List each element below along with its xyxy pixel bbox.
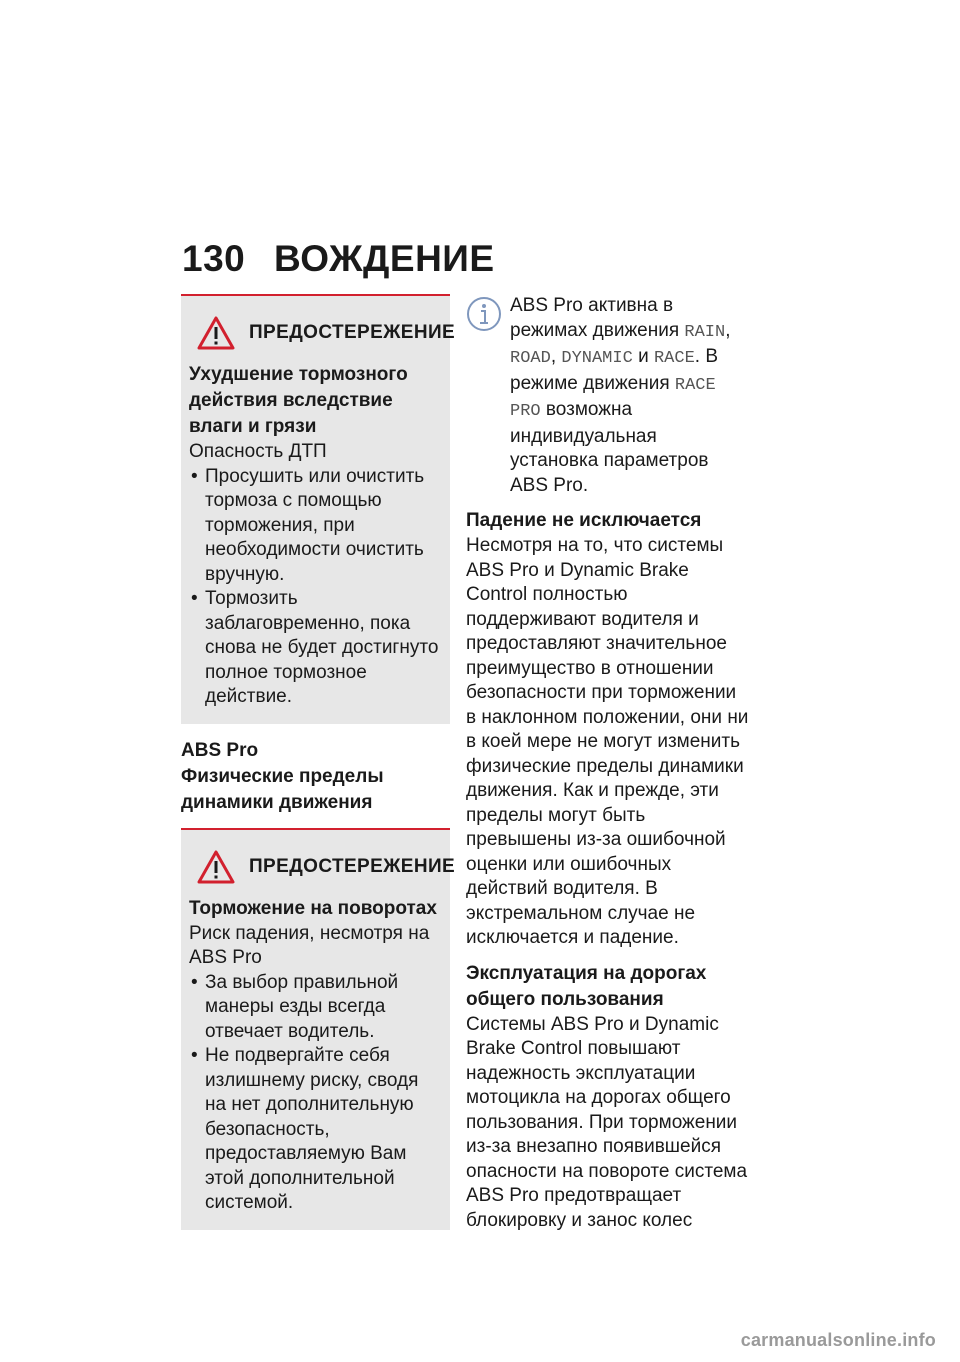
- warning-subtitle: Ухудшение тормозного действия вследствие влаги и грязи: [189, 364, 408, 437]
- page-number: 130: [182, 238, 246, 279]
- section-title: ABS Pro: [181, 739, 259, 761]
- warning-label: ПРЕДОСТЕРЕЖЕНИЕ: [249, 855, 456, 877]
- warning-bullets: [189, 971, 440, 1216]
- info-text-part: ,: [550, 346, 562, 367]
- usage-heading: Эксплуатация на дорогах общего пользования: [466, 962, 707, 1010]
- left-column: [181, 294, 456, 1230]
- warning-box-cornering: [181, 830, 456, 1230]
- mode-name: RACE PRO: [510, 375, 716, 421]
- warning-bullets: [189, 465, 440, 710]
- warning-subtitle: Торможение на поворотах: [189, 897, 437, 919]
- info-text-part: возможна индивидуальная установка параметров ABS Pro.: [510, 399, 709, 496]
- info-text: [510, 294, 750, 498]
- chapter-title: ВОЖДЕНИЕ: [274, 238, 495, 279]
- fall-heading: Падение не исключается: [466, 510, 702, 531]
- warning-triangle-icon: [197, 850, 235, 884]
- fall-text: Несмотря на то, что системы ABS Pro и Dynamic Brake Control полностью поддерживают водителя и предоставляют значительное преимущество в отношении безопасности при торможении в наклонном положении, они ни в коей мере не могут изменить физические пределы динамики движения. Как и прежде, эти пределы могут быть превышены из-за ошибочной оценки или ошибочных действий водителя. В экстремальном случае не исключается и падение.: [466, 535, 749, 948]
- list-item: • За выбор правильной манеры езды всегда отвечает водитель.: [189, 971, 440, 1045]
- warning-label: ПРЕДОСТЕРЕЖЕНИЕ: [249, 322, 456, 343]
- info-text-part: . В режиме движения: [510, 346, 719, 394]
- info-icon: [466, 296, 502, 332]
- info-text-part: ,: [725, 319, 731, 341]
- right-column: [466, 294, 750, 1233]
- warning-header: [189, 296, 456, 350]
- section-subtitle: Физические пределы динамики движения: [181, 765, 384, 813]
- warning-header: [189, 830, 456, 884]
- info-text-part: и: [632, 346, 654, 367]
- list-item: • Не подвергайте себя излишнему риску, сводя на нет дополнительную безопасность, предоставляемую Вам этой дополнительной системой.: [189, 1044, 440, 1216]
- mode-name: RACE: [653, 349, 695, 368]
- danger-text: Риск падения, несмотря на ABS Pro: [189, 922, 430, 968]
- watermark: carmanualsonline.info: [740, 1330, 936, 1350]
- warning-box-wet-brakes: [181, 294, 456, 724]
- mode-name: RAIN: [684, 322, 726, 342]
- mode-name: DYNAMIC: [561, 349, 633, 368]
- list-item: • Просушить или очистить тормоза с помощью торможения, при необходимости очистить вручную.: [189, 465, 440, 588]
- warning-triangle-icon: [197, 316, 235, 350]
- info-text-part: ABS Pro активна в режимах движения: [510, 295, 685, 341]
- mode-name: ROAD: [510, 349, 551, 368]
- usage-text: Системы ABS Pro и Dynamic Brake Control повышают надежность эксплуатации мотоцикла на дорогах общего пользования. При торможении из-за внезапно появившейся опасности на повороте система ABS Pro предотвращает блокировку и занос колес: [466, 1013, 748, 1231]
- danger-text: Опасность ДТП: [189, 441, 327, 462]
- info-note: [466, 294, 750, 498]
- list-item: • Тормозить заблаговременно, пока снова не будет достигнуто полное тормозное действие.: [189, 587, 440, 710]
- page-header: [182, 238, 495, 280]
